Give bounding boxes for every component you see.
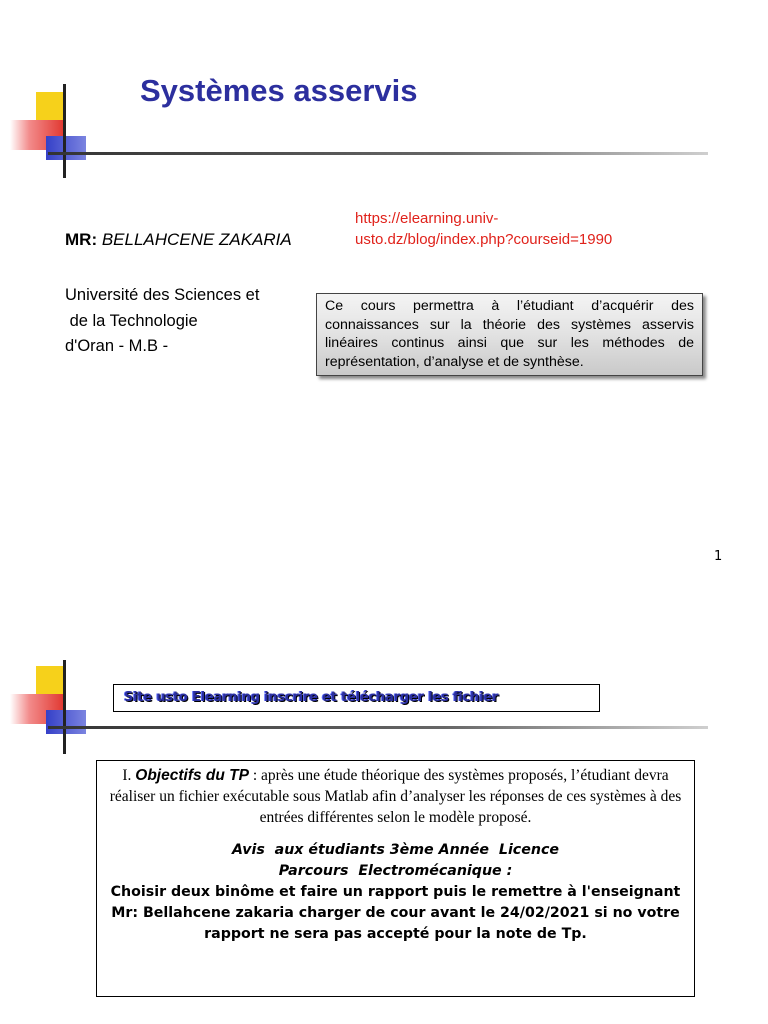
logo-vertical-line [63,84,66,178]
logo-blue-square [46,710,86,734]
slide2-underline [48,726,708,729]
student-notice [103,840,688,945]
mr-label: MR: [65,230,98,249]
university-line2: de la Technologie [65,311,198,330]
objective-paragraph [103,765,688,828]
slide-title: Systèmes asservis [140,73,418,108]
banner-text: Site usto Elearning inscrire et télécharger les fichier [124,690,499,705]
course-link[interactable] [355,208,675,250]
notice-line2: Parcours Electromécanique : [278,863,513,879]
university-line1: Université des Sciences et [65,286,260,304]
elearning-banner [113,684,600,712]
instructor-line [65,230,292,250]
logo-vertical-line [63,660,66,754]
notice-line1: Avis aux étudiants 3ème Année Licence [232,842,559,858]
notice-body: Choisir deux binôme et faire un rapport puis le remettre à l'enseignant Mr: Bellahcene zakaria charger de cour avant le 24/02/2021 si no votre rapport ne sera pas accepté pour la note de Tp. [110,884,681,942]
course-description-box: Ce cours permettra à l’étudiant d’acquérir des connaissances sur la théorie des systèmes asservis linéaires continus ainsi que sur les méthodes de représentation, d’analyse et de synthèse. [316,293,703,376]
logo-blue-square [46,136,86,160]
course-link-line1[interactable]: https://elearning.univ- [355,210,499,227]
objective-title: Objectifs du TP [135,767,249,784]
slide-logo-decoration [10,92,120,202]
course-link-line2[interactable]: usto.dz/blog/index.php?courseid=1990 [355,231,613,248]
tp-objectives-box [96,760,695,997]
instructor-name: BELLAHCENE ZAKARIA [101,230,292,249]
objective-prefix: I. [122,767,132,784]
university-line3: d'Oran - M.B - [65,337,169,355]
title-underline [48,152,708,155]
objective-text: : après une étude théorique des systèmes proposés, l’étudiant devra réaliser un fichier exécutable sous Matlab afin d’analyser les réponses de ces systèmes à des entrées différentes selon le modèle proposé. [109,767,682,826]
university-name [65,283,259,360]
page-number: 1 [714,549,723,564]
